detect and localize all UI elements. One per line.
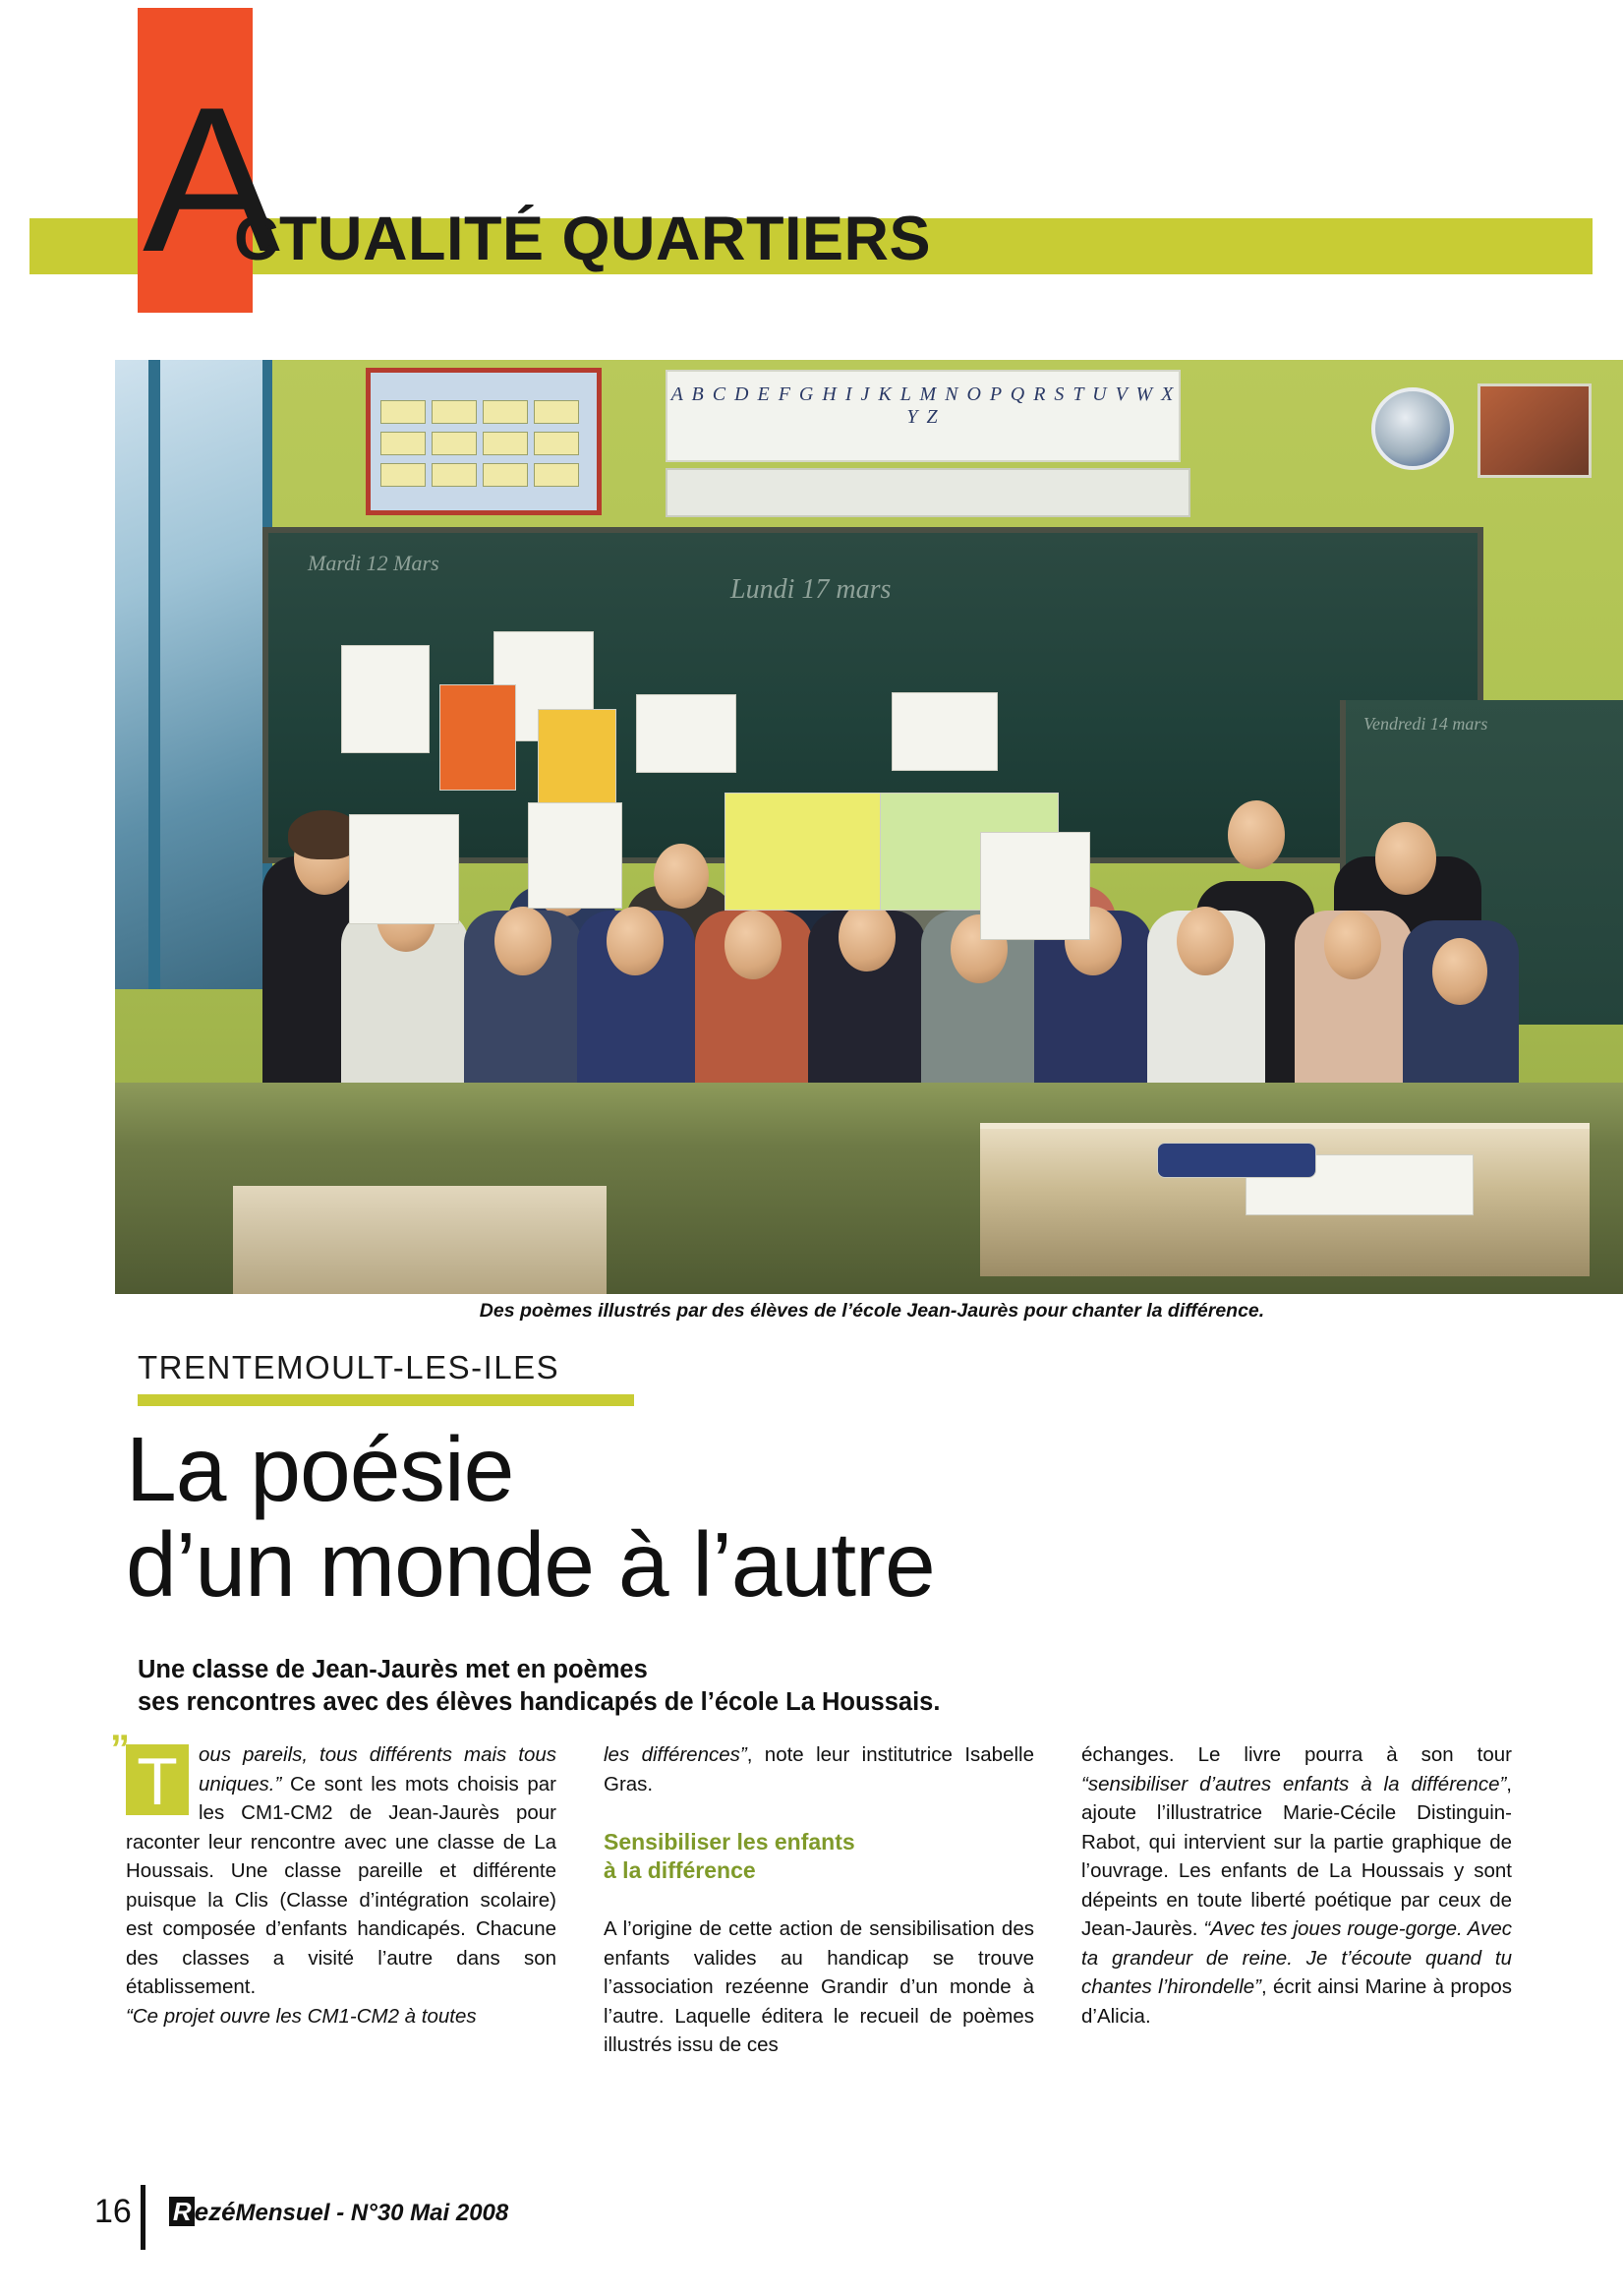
photo-person-head bbox=[1324, 911, 1381, 979]
subheading-line-1: Sensibiliser les enfants bbox=[604, 1829, 855, 1854]
photo-alphabet-strip bbox=[666, 370, 1181, 462]
chalk-text-left: Mardi 12 Mars bbox=[308, 551, 439, 575]
paragraph: “Ce projet ouvre les CM1-CM2 à toutes bbox=[126, 2004, 477, 2028]
photo-drawing bbox=[349, 814, 459, 924]
photo-person-head bbox=[1177, 907, 1234, 975]
photo-poem-book bbox=[725, 793, 903, 911]
opening-quote-mark: ” bbox=[110, 1728, 130, 1771]
dropcap: T bbox=[126, 1744, 189, 1815]
publication-brand bbox=[169, 2197, 236, 2226]
section-subheading bbox=[604, 1828, 1034, 1885]
paragraph-italic-quote-2: “Avec tes joues rouge-gorge. Avec ta grandeur de reine. Je t’écoute quand tu chantes l’hirondelle” bbox=[1081, 1917, 1513, 1998]
paragraph-text: Ce sont les mots choisis par les CM1-CM2 de Jean-Jaurès pour raconter leur rencontre avec une classe de La Houssais. Une classe pareille et différente puisque la Clis (Classe d’intégration scolaire) est composée d’enfants handicapés. Chacune des classes a visité l’autre dans son établissement. bbox=[126, 1772, 556, 1998]
paragraph bbox=[604, 1740, 1034, 1798]
brand-initial: R bbox=[169, 2197, 195, 2226]
photo-desk-left bbox=[233, 1186, 607, 1294]
subheading-line-2: à la différence bbox=[604, 1857, 756, 1883]
photo-poster bbox=[366, 368, 602, 515]
paragraph-italic-quote-1: “sensibiliser d’autres enfants à la différence” bbox=[1081, 1772, 1507, 1796]
paragraph bbox=[1081, 1740, 1512, 2031]
paragraph-text-a: échanges. Le livre pourra à son tour bbox=[1081, 1743, 1512, 1766]
masthead bbox=[0, 0, 1623, 334]
page-footer bbox=[94, 2195, 508, 2228]
photo-drawing bbox=[528, 802, 622, 909]
paragraph bbox=[126, 1740, 556, 2002]
photo-person-head bbox=[494, 907, 551, 975]
photo-drawing bbox=[439, 684, 516, 791]
photo-pencil-case bbox=[1157, 1143, 1316, 1178]
photo-drawing bbox=[636, 694, 736, 773]
photo-person-head bbox=[1228, 800, 1285, 869]
masthead-title: CTUALITÉ QUARTIERS bbox=[234, 205, 931, 273]
photo-drawing bbox=[980, 832, 1090, 940]
paragraph-text-b: , ajoute l’illustratrice Marie-Cécile Distinguin-Rabot, qui intervient sur la partie graphique de l’ouvrage. Les enfants de La Houssais y sont dépeints en toute liberté poétique par ceux de Jean-Jaurès. bbox=[1081, 1772, 1512, 1940]
clock-icon bbox=[1371, 387, 1454, 470]
article-column-3 bbox=[1081, 1740, 1512, 2060]
page-title bbox=[126, 1418, 1227, 1616]
article-kicker: TRENTEMOULT-LES-ILES bbox=[138, 1349, 560, 1385]
headline-line-1: La poésie bbox=[126, 1418, 514, 1520]
article-standfirst bbox=[138, 1654, 1121, 1719]
paragraph-italic: les différences” bbox=[604, 1743, 747, 1766]
masthead-drop-letter: A bbox=[143, 64, 275, 295]
photo-drawing bbox=[892, 692, 998, 771]
standfirst-line-1: Une classe de Jean-Jaurès met en poèmes bbox=[138, 1656, 648, 1683]
standfirst-line-2: ses rencontres avec des élèves handicapés de l’école La Houssais. bbox=[138, 1688, 941, 1716]
paragraph: A l’origine de cette action de sensibilisation des enfants valides au handicap se trouve l’association rezéenne Grandir d’un monde à l’autre. Laquelle éditera le recueil de poèmes illustrés issu de ces bbox=[604, 1917, 1034, 2056]
article-column-1 bbox=[110, 1728, 556, 2060]
photo-person-head bbox=[654, 844, 709, 909]
paragraph-text: , note leur institutrice Isabelle Gras. bbox=[604, 1743, 1034, 1796]
photo-person-head bbox=[1432, 938, 1487, 1005]
paragraph-italic-lead: ous pareils, tous différents mais tous uniques.” bbox=[199, 1743, 556, 1796]
photo-person-head bbox=[607, 907, 664, 975]
article-photo bbox=[115, 360, 1623, 1294]
chalk-text-right: Vendredi 14 mars bbox=[1363, 714, 1488, 734]
chalk-text-center: Lundi 17 mars bbox=[730, 574, 892, 605]
photo-alphabet-text: A B C D E F G H I J K L M N O P Q R S T U V W X Y Z bbox=[670, 383, 1176, 428]
photo-person-head bbox=[725, 911, 782, 979]
photo-window bbox=[115, 360, 272, 989]
photo-board-header bbox=[666, 468, 1190, 517]
article-body bbox=[110, 1728, 1513, 2060]
photo-person-head bbox=[1375, 822, 1436, 895]
photo-person-head bbox=[839, 903, 896, 971]
paragraph-text-c: , écrit ainsi Marine à propos d’Alicia. bbox=[1081, 1975, 1513, 2028]
photo-drawing bbox=[341, 645, 430, 753]
page-number: 16 bbox=[94, 2193, 132, 2230]
brand-rest: ezé bbox=[194, 2197, 236, 2226]
photo-caption: Des poèmes illustrés par des élèves de l’école Jean-Jaurès pour chanter la différence. bbox=[479, 1300, 1265, 1322]
footer-issue-info: Mensuel - N°30 Mai 2008 bbox=[235, 2200, 509, 2226]
article-column-2 bbox=[604, 1740, 1034, 2060]
dropcap-paragraph bbox=[110, 1728, 556, 2002]
photo-drawing bbox=[538, 709, 616, 813]
kicker-rule bbox=[138, 1394, 634, 1406]
photo-portrait bbox=[1478, 383, 1592, 478]
headline-line-2: d’un monde à l’autre bbox=[126, 1513, 935, 1616]
